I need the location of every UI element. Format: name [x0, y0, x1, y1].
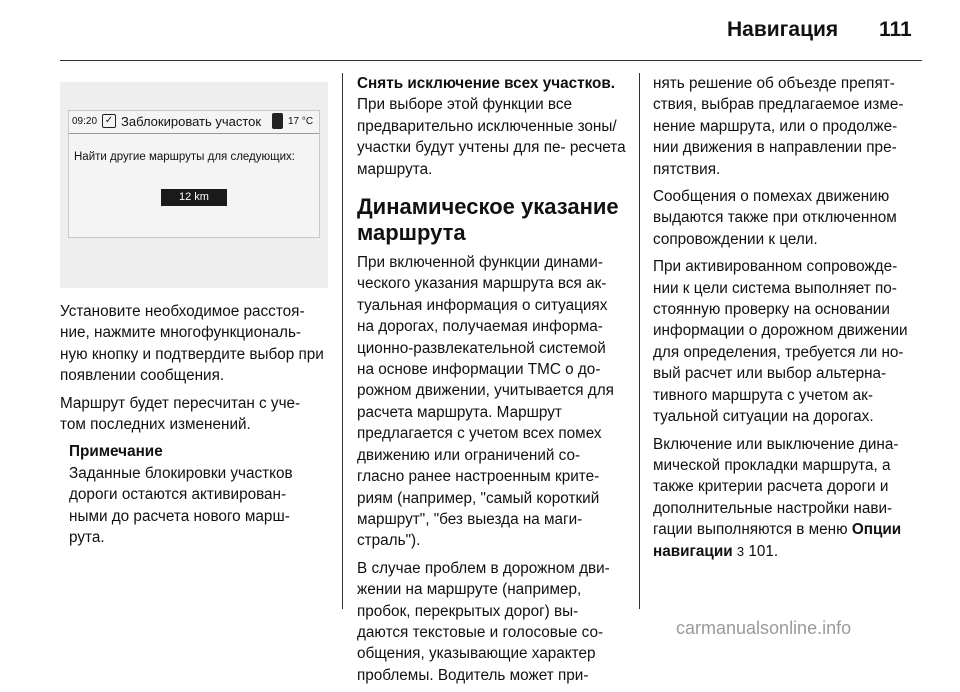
page-ref-arrow-icon: 3 [736, 543, 745, 559]
column-3 [653, 73, 923, 568]
paragraph: В случае проблем в дорожном дви- жении на маршруте (например, пробок, перекрытых дорог) вы- даются текстовые и голосовые со- общения, указывающие характер проблемы. Водитель может при- [357, 559, 610, 684]
paragraph: нять решение об объезде препят- ствия, выбрав предлагаемое изме- нение маршрута, или о продолже- нии движения в направлении пре- пятствия. [653, 75, 904, 178]
page-reference: 101. [748, 542, 779, 560]
note-title: Примечание [69, 443, 163, 461]
column-2 [357, 73, 626, 692]
distance-value: 12 km [161, 189, 227, 206]
paragraph: При выборе этой функции все предварительно исключенные зоны/участки будут учтены для пе- ресчета маршрута. [357, 96, 626, 178]
note-text: Заданные блокировки участков дороги остаются активирован- ными до расчета нового марш- рута. [69, 464, 293, 547]
column-divider [342, 73, 343, 609]
header-rule [60, 60, 922, 61]
screen-temperature: 17 °C [288, 116, 314, 127]
checkbox-icon: ✓ [102, 114, 116, 128]
section-heading: Динамическое указание маршрута [357, 194, 619, 246]
display-screen [68, 110, 320, 238]
page-header-title: Навигация [727, 18, 839, 41]
menu-name: Опции навигации [653, 521, 902, 560]
paragraph: Установите необходимое расстоя- ние, нажмите многофункциональ- ную кнопку и подтвердите выбор при появлении сообщения. [60, 303, 324, 385]
screen-top-bar [69, 111, 319, 134]
screen-heading: Заблокировать участок [121, 114, 262, 129]
note-block [60, 441, 328, 548]
screen-illustration [60, 82, 328, 288]
bold-lead: Снять исключение всех участков. [357, 75, 616, 92]
screen-time: 09:20 [72, 116, 98, 127]
paragraph-text: Включение или выключение дина- мической прокладки маршрута, а также критерии расчета дороги и дополнительные настройки нави- гации выполняются в меню [653, 435, 899, 539]
page-number: 111 [879, 18, 912, 41]
paragraph: При активированном сопровожде- нии к цели система выполняет по- стоянную проверку на основании информации о дорожном движении для определения, требуется ли но- вый расчет или выбор альтерна- тивного маршрута с учетом ак- туальной ситуации на дорогах. [653, 258, 908, 426]
paragraph: При включенной функции динами- ческого указания маршрута вся ак- туальная информация о ситуациях на дорогах, получаемая информа- ционно-развлекательной системой на основе информации TMC о до- рожном движении, учитывается для расчета маршрута. Маршрут предлагается с учетом всех помех движению или ограничений со- гласно ранее настроенным крите- риям (например, "самый короткий маршрут", "без выезда на маги- страль"). [357, 254, 614, 550]
column-1 [60, 301, 328, 548]
watermark: carmanualsonline.info [676, 618, 852, 638]
paragraph: Сообщения о помехах движению выдаются также при отключенном сопровождении к цели. [653, 188, 897, 248]
thermometer-icon [272, 113, 283, 129]
column-divider [639, 73, 640, 609]
screen-message: Найти другие маршруты для следующих: [74, 151, 295, 163]
paragraph: Маршрут будет пересчитан с уче- том последних изменений. [60, 394, 301, 434]
paragraph [653, 434, 923, 562]
